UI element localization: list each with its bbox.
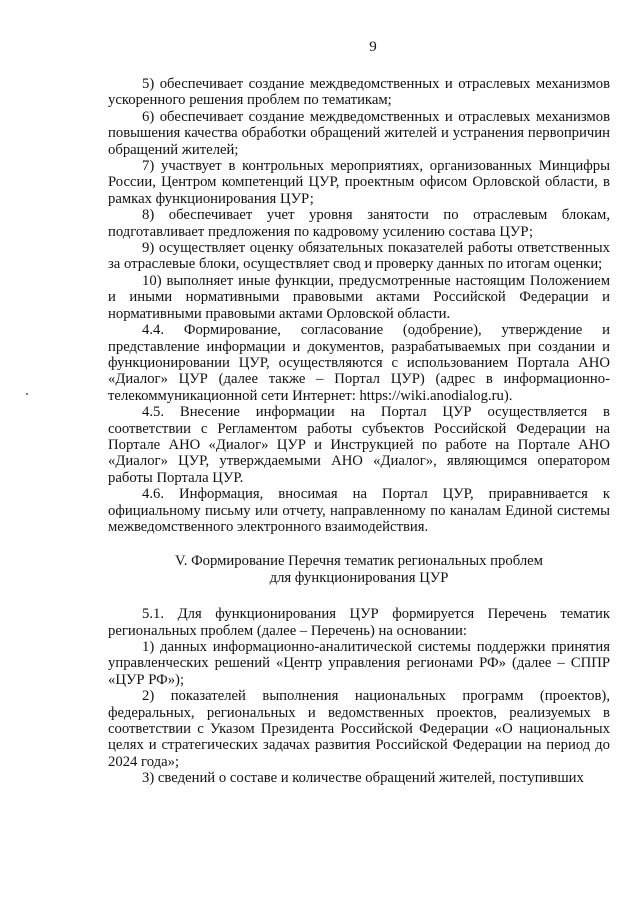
paragraph-5-1-item-1: 1) данных информационно-аналитической системы поддержки принятия управленческих решений «Центр управления регионами РФ» (далее – СППР «ЦУР РФ»); (108, 639, 610, 688)
paragraph-item-8: 8) обеспечивает учет уровня занятости по отраслевым блокам, подготавливает предложения по кадровому усилению состава ЦУР; (108, 207, 610, 240)
bottom-paragraphs (108, 606, 610, 786)
paragraph-4-5: 4.5. Внесение информации на Портал ЦУР осуществляется в соответствии с Регламентом работы субъектов Российской Федерации на Портале АНО «Диалог» ЦУР и Инструкцией по работе на Портале АНО «Диалог» ЦУР, утверждаемыми АНО «Диалог», являющимся оператором работы Портала ЦУР. (108, 404, 610, 486)
paragraph-item-7: 7) участвует в контрольных мероприятиях, организованных Минцифры России, Центром компетенций ЦУР, проектным офисом Орловской области, в рамках функционирования ЦУР; (108, 158, 610, 207)
page-number: 9 (369, 39, 377, 55)
paragraph-item-10: 10) выполняет иные функции, предусмотренные настоящим Положением и иными нормативными правовыми актами Российской Федерации и нормативными правовыми актами Орловской области. (108, 272, 610, 322)
paragraph-5-1-item-2: 2) показателей выполнения национальных программ (проектов), федеральных, региональных и ведомственных проектов, реализуемых в соответствии с Указом Президента Российской Федерации «О национальных целях и стратегических задачах развития Российской Федерации на период до 2024 года»; (108, 688, 610, 770)
paragraph-item-6: 6) обеспечивает создание междведомственных и отраслевых механизмов повышения качества обработки обращений жителей и устранения первопричин обращений жителей; (108, 108, 610, 158)
section-title-line-1: V. Формирование Перечня тематик региональных проблем (175, 553, 543, 570)
section-title (108, 553, 610, 586)
paragraph-item-5: 5) обеспечивает создание междведомственных и отраслевых механизмов ускоренного решения проблем по тематикам; (108, 76, 610, 109)
section-title-line-2: для функционирования ЦУР (269, 569, 449, 586)
paragraph-4-4: 4.4. Формирование, согласование (одобрение), утверждение и представление информации и документов, разрабатываемых при создании и функционировании ЦУР, осуществляются с использованием Портала АНО «Диалог» ЦУР (далее также – Портал ЦУР) (адрес в информационно-телекоммуникационной сети Интернет: https://wiki.anodialog.ru). (108, 322, 610, 404)
scan-speck (26, 393, 28, 395)
paragraph-5-1-item-3: 3) сведений о составе и количестве обращений жителей, поступивших (142, 770, 584, 787)
paragraph-item-9: 9) осуществляет оценку обязательных показателей работы ответственных за отраслевые блоки, осуществляет свод и проверку данных по итогам оценки; (108, 240, 610, 273)
paragraph-4-6: 4.6. Информация, вносимая на Портал ЦУР, приравнивается к официальному письму или отчету, направленному по каналам Единой системы межведомственного электронного взаимодействия. (108, 486, 610, 535)
paragraph-5-1: 5.1. Для функционирования ЦУР формируется Перечень тематик региональных проблем (далее – Перечень) на основании: (108, 606, 610, 639)
top-paragraphs (108, 76, 610, 535)
